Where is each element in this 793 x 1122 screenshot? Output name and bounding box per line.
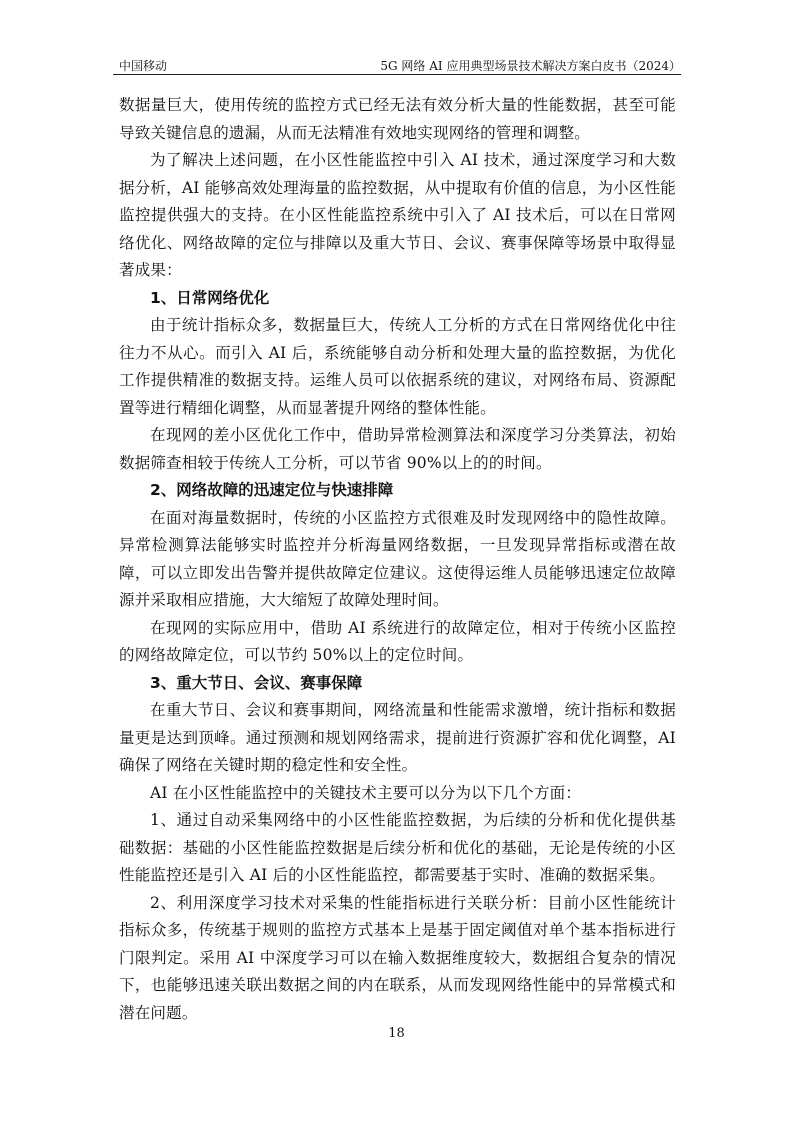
- paragraph-key-tech-1: 1、通过自动采集网络中的小区性能监控数据，为后续的分析和优化提供基础数据：基础的小区性能监控数据是后续分析和优化的基础，无论是传统的小区性能监控还是引入 AI 后的小区性能监控，都需要基于实时、准确的数据采集。: [119, 811, 676, 884]
- page-header: [119, 55, 681, 75]
- section-heading-major-events: 3、重大节日、会议、赛事保障: [150, 673, 363, 692]
- paragraph-major-events: 在重大节日、会议和赛事期间，网络流量和性能需求激增，统计指标和数据量更是达到顶峰。通过预测和规划网络需求，提前进行资源扩容和优化调整，AI 确保了网络在关键时期的稳定性和安全性。: [119, 701, 676, 774]
- header-document-title: 5G 网络 AI 应用典型场景技术解决方案白皮书（2024）: [380, 59, 681, 73]
- paragraph-fault-location-result: 在现网的实际应用中，借助 AI 系统进行的故障定位，相对于传统小区监控的网络故障定位，可以节约 50%以上的定位时间。: [119, 618, 676, 664]
- paragraph-daily-optimization: 由于统计指标众多，数据量巨大，传统人工分析的方式在日常网络优化中往往力不从心。而引入 AI 后，系统能够自动分析和处理大量的监控数据，为优化工作提供精准的数据支持。运维人员可以依据系统的建议，对网络布局、资源配置等进行精细化调整，从而显著提升网络的整体性能。: [119, 316, 676, 417]
- section-heading-fault-location: 2、网络故障的迅速定位与快速排障: [150, 481, 394, 499]
- paragraph-intro: 为了解决上述问题，在小区性能监控中引入 AI 技术，通过深度学习和大数据分析，AI 能够高效处理海量的监控数据，从中提取有价值的信息，为小区性能监控提供强大的支持。在小区性能监控系统中引入了 AI 技术后，可以在日常网络优化、网络故障的定位与排障以及重大节日、会议、赛事保障等场景中取得显著成果：: [119, 151, 676, 279]
- page-body: [119, 92, 676, 1027]
- paragraph-key-tech-intro: AI 在小区性能监控中的关键技术主要可以分为以下几个方面：: [150, 783, 582, 802]
- section-heading-daily-optimization: 1、日常网络优化: [150, 288, 270, 307]
- paragraph-continued: 数据量巨大，使用传统的监控方式已经无法有效分析大量的性能数据，甚至可能导致关键信息的遗漏，从而无法精准有效地实现网络的管理和调整。: [119, 96, 676, 142]
- paragraph-fault-location: 在面对海量数据时，传统的小区监控方式很难及时发现网络中的隐性故障。异常检测算法能够实时监控并分析海量网络数据，一旦发现异常指标或潜在故障，可以立即发出告警并提供故障定位建议。这使得运维人员能够迅速定位故障源并采取相应措施，大大缩短了故障处理时间。: [119, 508, 676, 609]
- header-divider: [113, 74, 681, 75]
- paragraph-daily-optimization-result: 在现网的差小区优化工作中，借助异常检测算法和深度学习分类算法，初始数据筛查相较于传统人工分析，可以节省 90%以上的的时间。: [119, 426, 676, 472]
- paragraph-key-tech-2: 2、利用深度学习技术对采集的性能指标进行关联分析：目前小区性能统计指标众多，传统基于规则的监控方式基本上是基于固定阈值对单个基本指标进行门限判定。采用 AI 中深度学习可以在输入数据维度较大，数据组合复杂的情况下，也能够迅速关联出数据之间的内在联系，从而发现网络性能中的异常模式和潜在问题。: [119, 893, 676, 1022]
- page-number: 18: [388, 1026, 405, 1041]
- header-org-name: 中国移动: [119, 59, 168, 73]
